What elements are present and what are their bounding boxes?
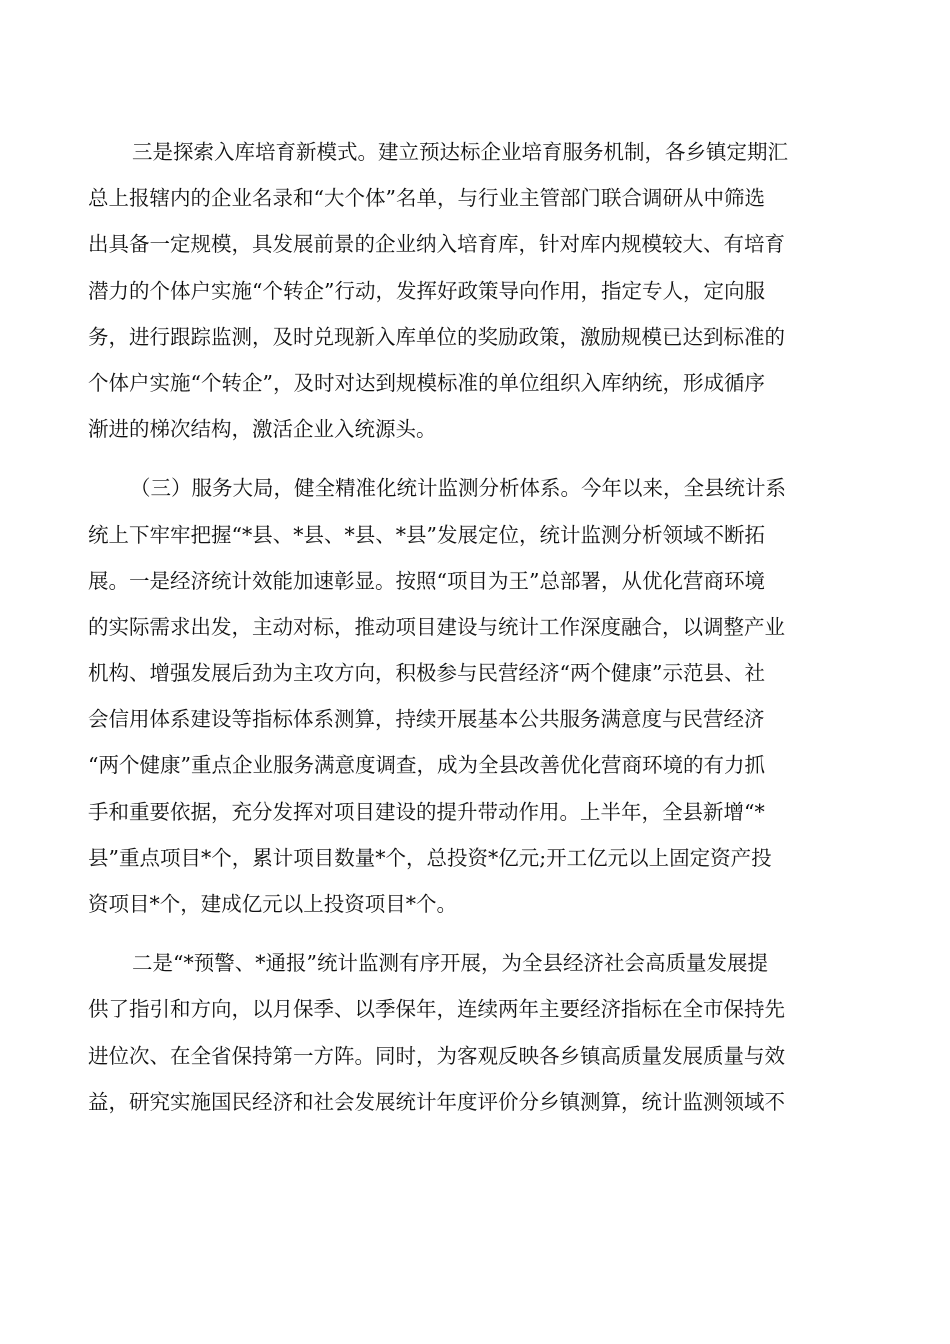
document-body — [88, 129, 848, 1125]
text-line: 总上报辖内的企业名录和“大个体”名单，与行业主管部门联合调研从中筛选 — [88, 186, 765, 211]
text-line: 三是探索入库培育新模式。建立预达标企业培育服务机制，各乡镇定期汇 — [132, 140, 788, 164]
text-line: 机构、增强发展后劲为主攻方向，积极参与民营经济“两个健康”示范县、社 — [88, 661, 765, 686]
text-line: 展。一是经济统计效能加速彰显。按照“项目为王”总部署，从优化营商环境 — [88, 568, 765, 593]
text-line: 益，研究实施国民经济和社会发展统计年度评价分乡镇测算，统计监测领域不 — [88, 1089, 785, 1114]
text-line: 个体户实施“个转企”，及时对达到规模标准的单位组织入库纳统，形成循序 — [88, 370, 765, 395]
text-line: 渐进的梯次结构，激活企业入统源头。 — [88, 417, 437, 442]
text-line: 统上下牢牢把握“*县、*县、*县、*县”发展定位，统计监测分析领域不断拓 — [88, 522, 765, 547]
paragraph-2 — [88, 465, 848, 927]
text-line: 二是“*预警、*通报”统计监测有序开展，为全县经济社会高质量发展提 — [132, 951, 768, 976]
text-line: 出具备一定规模，具发展前景的企业纳入培育库，针对库内规模较大、有培育 — [88, 232, 785, 257]
text-line: 供了指引和方向，以月保季、以季保年，连续两年主要经济指标在全市保持先 — [88, 997, 785, 1022]
paragraph-3 — [88, 940, 848, 1125]
text-line: 资项目*个，建成亿元以上投资项目*个。 — [88, 892, 457, 916]
paragraph-gap — [88, 927, 848, 940]
paragraph-1 — [88, 129, 848, 452]
text-line: 县”重点项目*个，累计项目数量*个，总投资*亿元;开工亿元以上固定资产投 — [88, 845, 772, 870]
text-line: 会信用体系建设等指标体系测算，持续开展基本公共服务满意度与民营经济 — [88, 707, 765, 732]
text-line: “两个健康”重点企业服务满意度调查，成为全县改善优化营商环境的有力抓 — [88, 753, 765, 778]
text-line: 手和重要依据，充分发挥对项目建设的提升带动作用。上半年，全县新增“* — [88, 799, 765, 824]
text-line: 潜力的个体户实施“个转企”行动，发挥好政策导向作用，指定专人，定向服 — [88, 278, 765, 303]
text-line: 务，进行跟踪监测，及时兑现新入库单位的奖励政策，激励规模已达到标准的 — [88, 324, 785, 349]
text-line: 进位次、在全省保持第一方阵。同时，为客观反映各乡镇高质量发展质量与效 — [88, 1043, 785, 1068]
paragraph-gap — [88, 452, 848, 465]
text-line: （三）服务大局，健全精准化统计监测分析体系。今年以来，全县统计系 — [130, 476, 786, 501]
text-line: 的实际需求出发，主动对标，推动项目建设与统计工作深度融合，以调整产业 — [88, 614, 785, 639]
